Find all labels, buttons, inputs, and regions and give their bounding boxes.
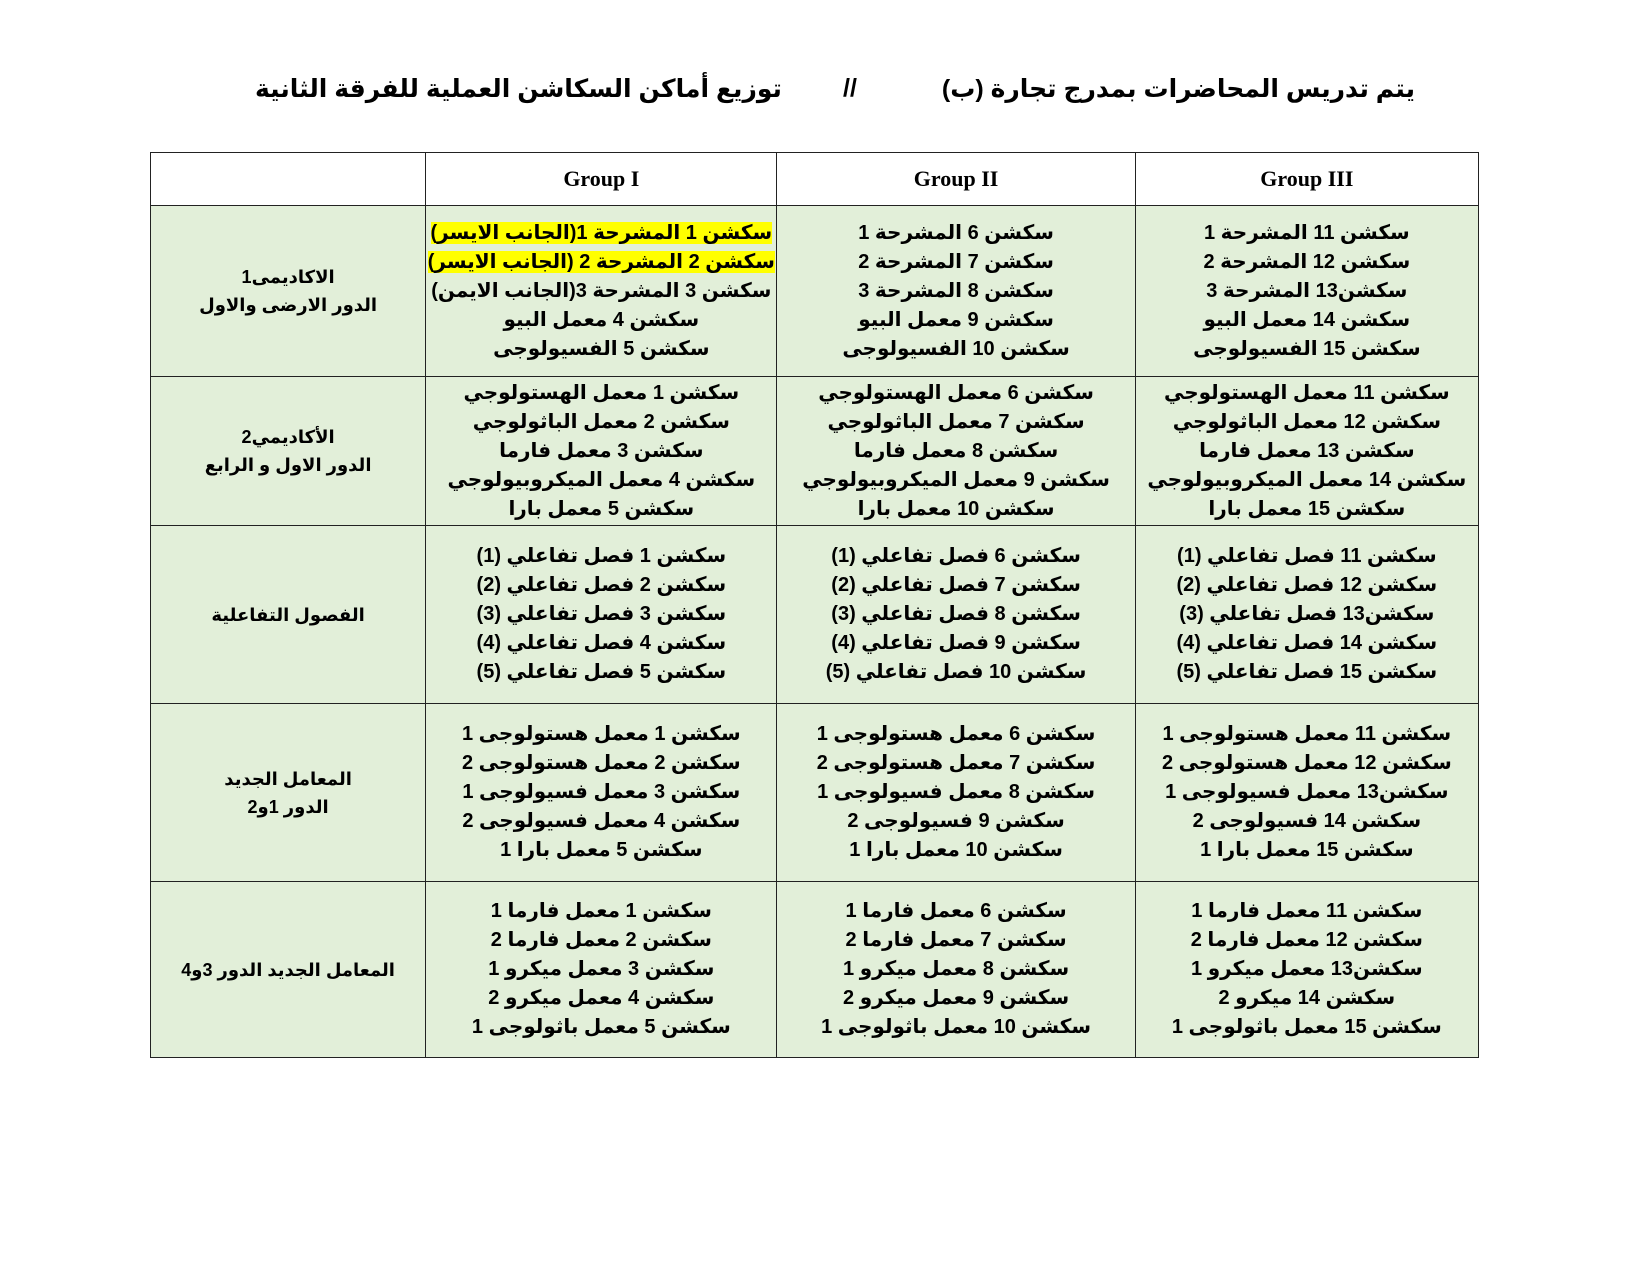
section-line: سكشن 3 فصل تفاعلي (3): [476, 603, 727, 625]
group-3-cell: [1135, 206, 1478, 377]
row-label-line: الدور الارضى والاول: [199, 295, 378, 315]
header-row: [151, 153, 1479, 206]
section-line: سكشن 12 فصل تفاعلي (2): [1176, 574, 1438, 596]
section-line: سكشن 9 فسيولوجى 2: [847, 810, 1065, 832]
section-line: [426, 248, 776, 277]
group-2-cell: [777, 882, 1135, 1058]
group-3-cell: [1135, 377, 1478, 526]
table-row: [151, 704, 1479, 882]
group-2-cell: [777, 704, 1135, 882]
section-line: سكشن 2 فصل تفاعلي (2): [476, 574, 727, 596]
section-line: سكشن 2 معمل الباثولوجي: [472, 410, 730, 433]
section-line: سكشن13 المشرحة 3: [1206, 279, 1408, 302]
section-line: سكشن 9 معمل ميكرو 2: [843, 987, 1070, 1009]
page-header: [0, 74, 1650, 114]
section-line: سكشن 3 معمل فارما: [499, 439, 704, 462]
table-row: [151, 882, 1479, 1058]
section-line: سكشن13 فصل تفاعلي (3): [1179, 603, 1435, 625]
section-line: سكشن 13 معمل فارما: [1199, 439, 1415, 462]
section-line: سكشن 12 المشرحة 2: [1203, 250, 1411, 273]
section-line: سكشن 6 المشرحة 1: [858, 221, 1054, 244]
section-line: سكشن 6 معمل فارما 1: [845, 900, 1067, 922]
section-line: سكشن 2 معمل فارما 2: [490, 929, 712, 951]
section-line: سكشن 10 معمل باثولوجى 1: [821, 1016, 1092, 1038]
section-line: سكشن 9 معمل الميكروبيولوجي: [802, 468, 1110, 491]
section-line: سكشن 11 معمل فارما 1: [1191, 900, 1423, 922]
section-line: سكشن 7 المشرحة 2: [858, 250, 1054, 273]
row-label-line: المعامل الجديد الدور 3و4: [181, 959, 395, 980]
section-line: سكشن 2 معمل هستولوجى 2: [461, 752, 741, 774]
group-1-cell: [426, 882, 777, 1058]
row-label-line: الدور الاول و الرابع: [204, 455, 372, 475]
header-title: توزيع أماكن السكاشن العملية للفرقة الثانية: [255, 75, 782, 103]
section-line: سكشن 14 فسيولوجى 2: [1192, 810, 1422, 832]
schedule-table: [150, 152, 1479, 1058]
section-line: سكشن 14 ميكرو 2: [1218, 987, 1396, 1009]
section-line: سكشن 5 معمل بارا 1: [500, 839, 703, 861]
column-header-group-1: Group I: [426, 153, 777, 206]
section-line: سكشن 14 فصل تفاعلي (4): [1176, 632, 1438, 654]
section-line: سكشن 15 معمل باثولوجى 1: [1171, 1016, 1442, 1038]
highlighted-section-line: سكشن 1 المشرحة 1(الجانب الايسر): [430, 221, 773, 244]
section-line: سكشن 1 معمل فارما 1: [490, 900, 712, 922]
section-line: سكشن 3 المشرحة 3(الجانب الايمن): [431, 279, 772, 302]
section-line: سكشن 7 معمل الباثولوجي: [827, 410, 1085, 433]
section-line: سكشن 9 فصل تفاعلي (4): [831, 632, 1081, 654]
section-line: سكشن 1 فصل تفاعلي (1): [476, 545, 727, 567]
table-row: [151, 206, 1479, 377]
section-line: سكشن 8 معمل فارما: [853, 439, 1059, 462]
group-1-cell: [426, 377, 777, 526]
corner-cell: [151, 153, 426, 206]
highlighted-section-line: سكشن 2 المشرحة 2 (الجانب الايسر): [427, 250, 775, 273]
section-line: سكشن 11 معمل هستولوجى 1: [1162, 723, 1452, 745]
section-line: سكشن 12 معمل هستولوجى 2: [1161, 752, 1452, 774]
column-header-group-2: Group II: [777, 153, 1135, 206]
section-line: سكشن 6 معمل الهستولوجي: [818, 381, 1094, 404]
group-3-cell: [1135, 526, 1478, 704]
section-line: سكشن 6 معمل هستولوجى 1: [816, 723, 1096, 745]
section-line: سكشن 12 معمل الباثولوجي: [1172, 410, 1442, 433]
section-line: سكشن 4 فصل تفاعلي (4): [476, 632, 727, 654]
section-line: سكشن 8 معمل فسيولوجى 1: [817, 781, 1096, 803]
section-line: سكشن 3 معمل ميكرو 1: [488, 958, 715, 980]
group-3-cell: [1135, 882, 1478, 1058]
section-line: سكشن 9 معمل البيو: [858, 308, 1054, 331]
row-label: [151, 704, 426, 882]
section-line: سكشن 11 معمل الهستولوجي: [1163, 381, 1450, 404]
section-line: سكشن 15 فصل تفاعلي (5): [1176, 661, 1438, 683]
section-line: سكشن 11 فصل تفاعلي (1): [1177, 545, 1437, 567]
group-2-cell: [777, 206, 1135, 377]
section-line: سكشن 7 معمل هستولوجى 2: [816, 752, 1096, 774]
group-1-cell: [426, 704, 777, 882]
section-line: سكشن13 معمل ميكرو 1: [1191, 958, 1423, 980]
header-lecture-location: يتم تدريس المحاضرات بمدرج تجارة (ب): [941, 75, 1415, 103]
column-header-group-3: Group III: [1135, 153, 1478, 206]
row-label: [151, 526, 426, 704]
section-line: سكشن13 معمل فسيولوجى 1: [1165, 781, 1449, 803]
section-line: سكشن 15 معمل بارا: [1208, 497, 1406, 520]
group-3-cell: [1135, 704, 1478, 882]
section-line: سكشن 15 معمل بارا 1: [1200, 839, 1414, 861]
section-line: سكشن 3 معمل فسيولوجى 1: [462, 781, 741, 803]
section-line: سكشن 4 معمل البيو: [503, 308, 700, 331]
row-label-line: الأكاديمي2: [241, 427, 335, 447]
header-separator: //: [843, 74, 857, 102]
section-line: سكشن 15 الفسيولوجى: [1193, 337, 1421, 360]
section-line: سكشن 1 معمل هستولوجى 1: [461, 723, 741, 745]
section-line: سكشن 8 فصل تفاعلي (3): [831, 603, 1081, 625]
section-line: سكشن 7 معمل فارما 2: [845, 929, 1067, 951]
row-label-line: الاكاديمى1: [241, 267, 335, 287]
section-line: سكشن 5 الفسيولوجى: [493, 337, 710, 360]
section-line: سكشن 10 معمل بارا: [857, 497, 1055, 520]
table-row: [151, 377, 1479, 526]
section-line: سكشن 7 فصل تفاعلي (2): [831, 574, 1081, 596]
section-line: سكشن 10 فصل تفاعلي (5): [825, 661, 1087, 683]
section-line: [426, 219, 776, 248]
section-line: سكشن 1 معمل الهستولوجي: [463, 381, 740, 404]
row-label: [151, 882, 426, 1058]
row-label: [151, 377, 426, 526]
group-2-cell: [777, 377, 1135, 526]
group-1-cell: [426, 206, 777, 377]
row-label-line: الفصول التفاعلية: [211, 604, 365, 625]
section-line: سكشن 4 معمل ميكرو 2: [488, 987, 715, 1009]
section-line: سكشن 5 فصل تفاعلي (5): [476, 661, 727, 683]
section-line: سكشن 4 معمل الميكروبيولوجي: [447, 468, 756, 491]
section-line: سكشن 14 معمل الميكروبيولوجي: [1147, 468, 1467, 491]
row-label-line: المعامل الجديد: [224, 768, 352, 789]
section-line: سكشن 12 معمل فارما 2: [1190, 929, 1423, 951]
table-row: [151, 526, 1479, 704]
section-line: سكشن 8 المشرحة 3: [858, 279, 1054, 302]
section-line: سكشن 5 معمل بارا: [508, 497, 695, 520]
section-line: سكشن 10 الفسيولوجى: [842, 337, 1070, 360]
section-line: سكشن 8 معمل ميكرو 1: [843, 958, 1070, 980]
row-label: [151, 206, 426, 377]
section-line: سكشن 6 فصل تفاعلي (1): [831, 545, 1081, 567]
section-line: سكشن 10 معمل بارا 1: [849, 839, 1063, 861]
group-1-cell: [426, 526, 777, 704]
section-line: سكشن 4 معمل فسيولوجى 2: [462, 810, 741, 832]
section-line: سكشن 14 معمل البيو: [1203, 308, 1411, 331]
section-line: سكشن 5 معمل باثولوجى 1: [471, 1016, 731, 1038]
row-label-line: الدور 1و2: [247, 796, 329, 817]
group-2-cell: [777, 526, 1135, 704]
section-line: سكشن 11 المشرحة 1: [1203, 221, 1410, 244]
